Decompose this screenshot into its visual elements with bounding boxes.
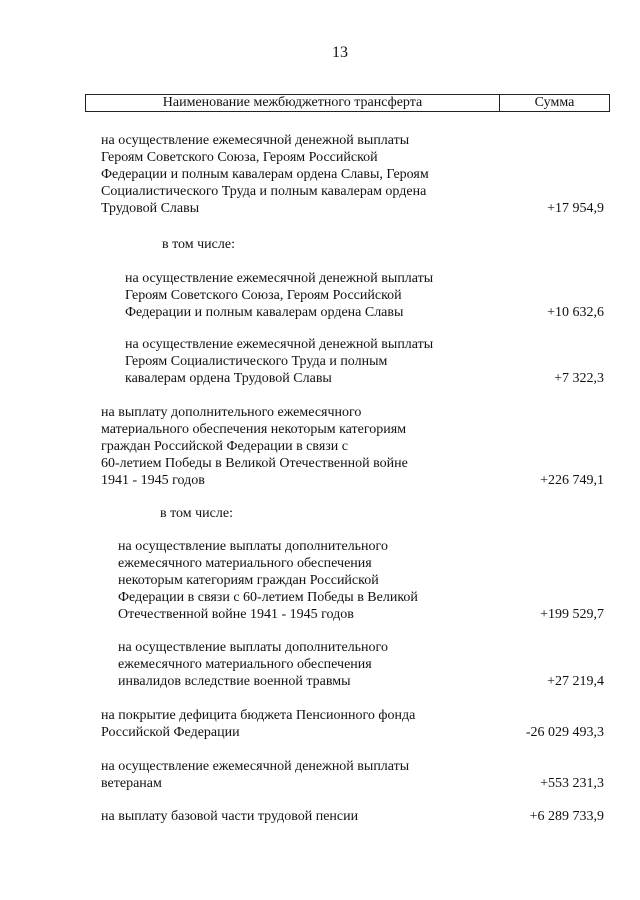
transfer-description: на покрытие дефицита бюджета Пенсионного фонда Российской Федерации [101, 708, 416, 740]
header-name-column: Наименование межбюджетного трансферта [86, 95, 500, 111]
transfer-description: на осуществление ежемесячной денежной выплаты Героям Советского Союза, Героям Российской Федерации и полным кавалерам ордена Славы [125, 271, 434, 320]
transfer-description: на осуществление выплаты дополнительного ежемесячного материального обеспечения инвалидов вследствие военной травмы [118, 640, 388, 689]
transfer-row [125, 336, 604, 387]
transfer-description: на осуществление выплаты дополнительного ежемесячного материального обеспечения некоторым категориям граждан Российской Федерации в связи с 60-летием Победы в Великой Отечественной войне 1941 - 1945 годов [118, 539, 418, 622]
transfer-row [118, 538, 604, 623]
transfer-description: на выплату базовой части трудовой пенсии [101, 809, 359, 824]
transfer-row [125, 270, 604, 321]
transfer-amount: +199 529,7 [540, 607, 604, 622]
page-number: 13 [332, 44, 348, 61]
transfer-description: на осуществление ежемесячной денежной выплаты ветеранам [101, 759, 410, 791]
transfer-row [118, 639, 604, 690]
transfer-row [101, 758, 604, 792]
transfer-description: на выплату дополнительного ежемесячного материального обеспечения некоторым категориям граждан Российской Федерации в связи с 60-летием Победы в Великой Отечественной войне 1941 - 1945 годов [101, 405, 408, 488]
transfer-amount: +17 954,9 [547, 201, 604, 216]
transfer-amount: +6 289 733,9 [529, 809, 604, 824]
transfer-amount: +226 749,1 [540, 473, 604, 488]
transfer-amount: +27 219,4 [547, 674, 604, 689]
header-sum-column: Сумма [534, 95, 575, 110]
transfer-row [101, 404, 604, 489]
subsection-label: в том числе: [160, 506, 233, 521]
transfer-amount: -26 029 493,3 [525, 725, 604, 740]
transfer-description: на осуществление ежемесячной денежной выплаты Героям Советского Союза, Героям Российской Федерации и полным кавалерам ордена Славы, Героям Социалистического Труда и полным кавалерам ордена Трудовой Славы [101, 133, 429, 216]
transfer-amount: +553 231,3 [540, 776, 604, 791]
transfer-description: на осуществление ежемесячной денежной выплаты Героям Социалистического Труда и полным кавалерам ордена Трудовой Славы [125, 337, 434, 386]
transfer-row [101, 132, 604, 217]
subsection-label: в том числе: [162, 237, 235, 252]
transfer-amount: +7 322,3 [554, 371, 604, 386]
transfer-row [101, 707, 604, 741]
transfer-amount: +10 632,6 [547, 305, 604, 320]
transfer-row [101, 808, 604, 825]
